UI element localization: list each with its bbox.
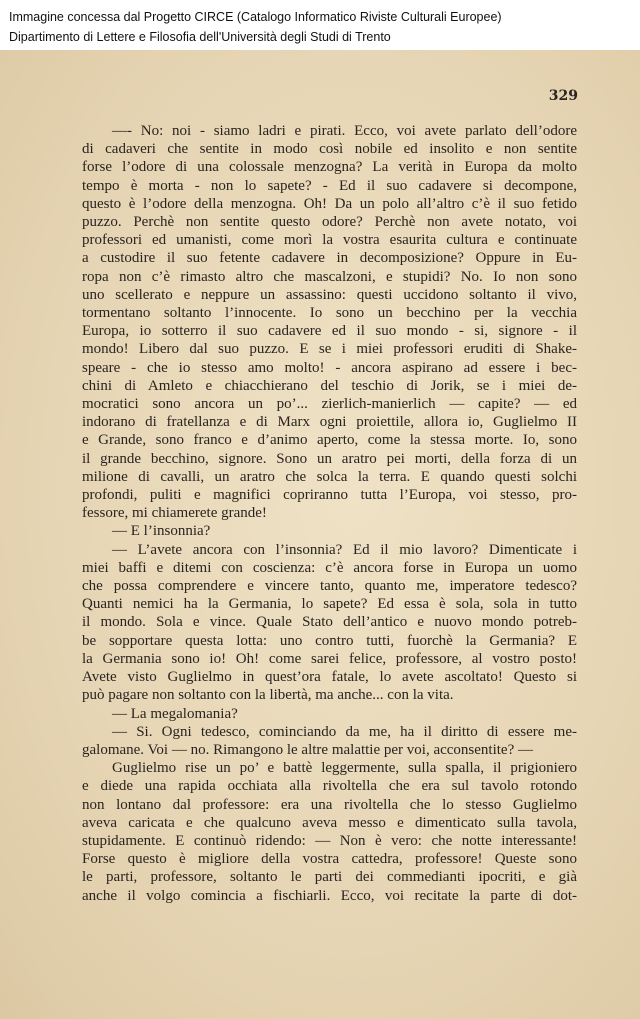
text-line: questo è l’odore della menzogna. Oh! Da un polo all’altro c’è il suo fetido [82,195,577,212]
page-number: 329 [548,88,578,104]
text-line: miei baffi e ditemi con coscienza: c’è ancora forse in Europa un uomo [82,559,577,576]
text-line: tormentano soltanto l’innocente. Io sono un becchino per la vecchia [82,305,577,322]
text-line: mondo! Libero dal suo puzzo. E se i miei professori eruditi di Shake- [82,341,577,358]
text-line: aveva caricata e che qualcuno aveva messo e dimenticato sulla tavola, [82,814,577,831]
body-text [82,122,577,905]
text-line: il grande becchino, signore. Sono un aratro pei morti, della forza di un [82,450,577,467]
text-line: e Grande, sono franco e d’animo aperto, come la stessa morte. Io, sono [82,432,577,449]
text-line: be sopportare questa lotta: uno contro tutti, fuorchè la Germania? E [82,632,577,649]
text-line: uno scellerato e neppure un assassino: questi uccidono soltanto il vivo, [82,286,577,303]
text-line: anche il volgo comincia a fischiarli. Ecco, voi recitate la parte di dot- [82,887,577,904]
text-line: milione di cavalli, un aratro che solca la terra. E quando questi solchi [82,468,577,485]
text-line: Europa, io sotterro il suo cadavere ed il suo mondo - si, signore - il [82,323,577,340]
text-line: Quanti nemici ha la Germania, lo sapete? Ed essa è sola, sola in tutto [82,596,577,613]
text-line: Avete visto Guglielmo in quest’ora fatale, lo avete ascoltato! Questo si [82,669,577,686]
banner-line-1: Immagine concessa dal Progetto CIRCE (Catalogo Informatico Riviste Culturali Europee) [9,10,502,24]
text-line: — L’avete ancora con l’insonnia? Ed il mio lavoro? Dimenticate i [112,541,577,558]
text-line: puzzo. Perchè non sentite questo odore? Perchè non avete notato, voi [82,214,577,231]
text-line: tempo è morta - non lo sapete? - Ed il suo cadavere si decompone, [82,177,577,194]
text-line: — E l’insonnia? [112,523,211,540]
text-line: ropa non c’è rimasto altro che mascalzoni, e stupidi? No. Io non sono [82,268,577,285]
banner-line-2: Dipartimento di Lettere e Filosofia dell'Università degli Studi di Trento [9,30,391,44]
text-line: può pagare non soltanto con la libertà, ma anche... con la vita. [82,687,454,704]
scanned-page [0,50,640,1019]
text-line: e diede una rapida occhiata alla rivoltella che era sul tavolo rotondo [82,778,577,795]
text-line: a custodire il suo fetente cadavere in decomposizione? Oppure in Eu- [82,250,577,267]
copyright-banner [0,0,640,50]
text-line: — La megalomania? [112,705,238,722]
text-line: —- No: noi - siamo ladri e pirati. Ecco, voi avete parlato dell’odore [112,123,577,139]
text-line: — Si. Ogni tedesco, cominciando da me, ha il diritto di essere me- [112,723,577,740]
text-line: le parti, professore, soltanto le parti dei commedianti ipocriti, e già [82,869,577,886]
text-line: indorano di fratellanza e di Marx ogni proiettile, allora io, Guglielmo II [82,414,577,431]
text-line: non lontano dal professore: era una rivoltella che lo stesso Guglielmo [82,796,577,813]
text-line: chini di Amleto e chiacchierano del teschio di Jorik, se i miei de- [82,377,577,394]
text-line: galomane. Voi — no. Rimangono le altre malattie per voi, acconsentite? — [82,741,533,758]
text-line: professori ed umanisti, come morì la vostra esaurita cultura e continuate [82,232,577,249]
text-line: di cadaveri che sentite in modo così nobile ed insolito e non sentite [82,141,577,158]
text-line: profondi, puliti e magnifici copriranno tutta l’Europa, voi stesso, pro- [82,487,577,504]
text-line: Forse questo è migliore della vostra cattedra, professore! Queste sono [82,851,577,868]
text-line: Guglielmo rise un po’ e battè leggermente, sulla spalla, il prigioniero [112,760,577,777]
text-line: fessore, mi chiamerete grande! [82,505,267,522]
text-line: il mondo. Sola e vince. Quale Stato dell’antico e nuovo mondo potreb- [82,614,577,631]
text-line: stupidamente. E continuò ridendo: — Non è vero: che notte interessante! [82,832,577,849]
text-line: speare - che io stesso amo molto! - ancora aspirano ad essere i bec- [82,359,577,376]
text-line: forse l’odore di una colossale menzogna? La verità in Europa da molto [82,159,577,176]
text-line: che possa comprendere e vincere tanto, quanto me, imperatore tedesco? [82,578,577,595]
text-line: mocratici sono ancora un po’... zierlich-manierlich — capite? — ed [82,396,577,413]
text-line: la Germania sono io! Oh! come sarei felice, professore, al vostro posto! [82,650,577,667]
